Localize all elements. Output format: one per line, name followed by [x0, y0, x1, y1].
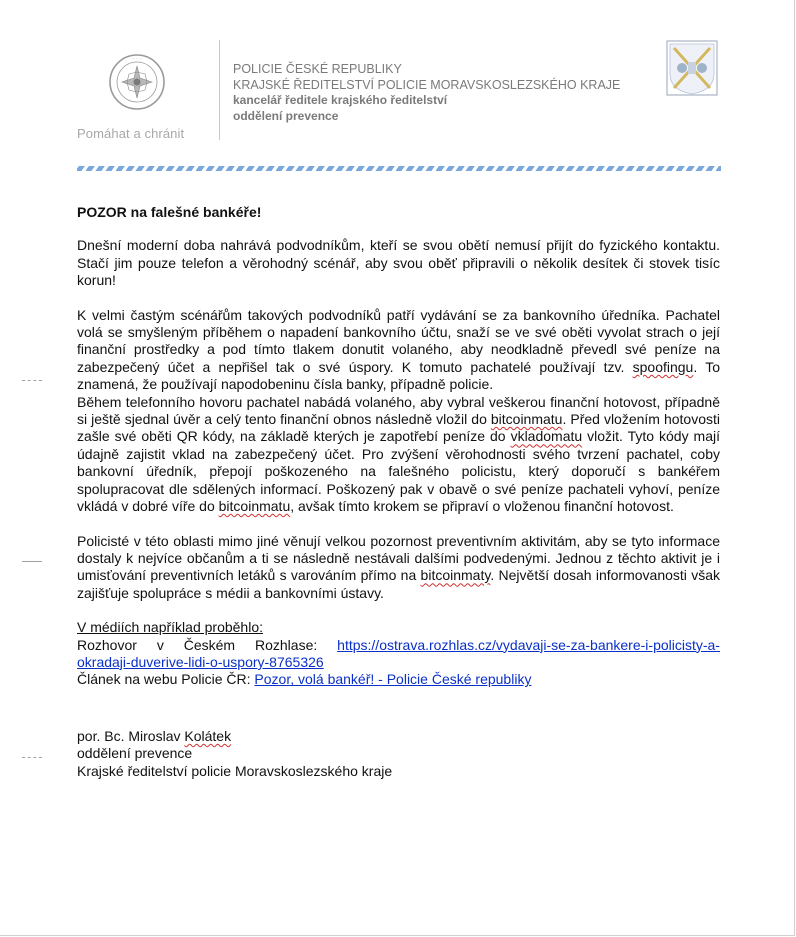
- paragraph-scenario: K velmi častým scénářům takových podvodníků patří vydávání se za bankovního úředníka. Pachatel volá se smyšleným příběhem o napadení bankovního účtu, snaží se ve své oběti vyvolat strach o její finanční prostředky a pod tímto tlakem donutit volaného, aby neodkladně převedl své peníze na zabezpečený účet a nepřišel tak o své úspory. K tomuto pachatelé používají tzv. spoofingu. To znamená, že používají napodobeninu čísla banky, případně policie. Během telefonního hovoru pachatel nabádá volaného, aby vybral veškerou finanční hotovost, případně si ještě sjednal úvěr a celý tento finanční obnos následně vložil do bitcoinmatu. Před vložením hotovosti zašle své oběti QR kódy, na základě kterých je zapotřebí peníze do vkladomatu vložit. Tyto kódy mají údajně zajistit vklad na zabezpečený účet. Pro zvýšení věrohodnosti svého tvrzení pachatel, coby bankovní úředník, přepojí poškozeného na falešného policistu, který doporučí s bankéřem spolupracovat dle sdělených informací. Poškozený pak v obavě o své peníze pachateli vyhoví, peníze vkládá v dobré víře do bitcoinmatu, avšak tímto krokem se připraví o vloženou finanční hotovost.: [77, 306, 721, 515]
- paragraph-intro: Dnešní moderní doba nahrává podvodníkům, kteří se svou obětí nemusí přijít do fyzického kontaktu. Stačí jim pouze telefon a věrohodný scénář, aby svou oběť připravili o několik desítek či stovek tisíc korun!: [77, 237, 720, 289]
- org-line-1: POLICIE ČESKÉ REPUBLIKY: [233, 62, 402, 76]
- spelling-flag-word: bitcoinmaty: [420, 567, 491, 584]
- web-article-link[interactable]: Pozor, volá bankéř! - Policie České republiky: [254, 671, 532, 688]
- org-line-3: kancelář ředitele krajského ředitelství: [233, 93, 448, 107]
- motto: Pomáhat a chránit: [77, 126, 185, 141]
- margin-mark-2: [22, 561, 42, 563]
- police-badge-logo: [107, 52, 167, 112]
- margin-mark-1: [22, 380, 42, 382]
- spelling-flag-word: bitcoinmatu: [218, 498, 291, 515]
- radio-interview-line: Rozhovor v Českém Rozhlase: https://ostrava.rozhlas.cz/vydavaji-se-za-bankere-i-policisty-a-: [77, 636, 720, 653]
- header-separator: [219, 40, 220, 140]
- header-decorative-band: [77, 163, 721, 173]
- paragraph-prevention: Policisté v této oblasti mimo jiné věnují velkou pozornost preventivním aktivitám, aby se tyto informace dostaly k nejvíce občanům a ti se následně nestávali dalšími podvedenými. Jednou z těchto aktivit je i umisťování preventivních letáků s varováním přímo na bitcoinmaty. Největší dosah informovanosti však zajišťuje spolupráce s médii a bankovními ústavy.: [77, 532, 720, 601]
- radio-interview-link-cont[interactable]: okradaji-duverive-lidi-o-uspory-8765326: [77, 653, 324, 670]
- spelling-flag-word: vkladomatu: [510, 428, 583, 445]
- web-article-line: Článek na webu Policie ČR: Pozor, volá bankéř! - Policie České republiky: [77, 671, 532, 688]
- signature-department: oddělení prevence: [77, 745, 193, 762]
- page-title: POZOR na falešné bankéře!: [77, 204, 262, 220]
- signature-office: Krajské ředitelství policie Moravskoslezského kraje: [77, 762, 393, 779]
- spelling-flag-word: bitcoinmatu: [490, 411, 563, 428]
- margin-mark-3: [22, 757, 42, 759]
- spelling-flag-word: spoofingu: [632, 358, 694, 375]
- organization-block: [233, 62, 620, 124]
- radio-interview-link[interactable]: https://ostrava.rozhlas.cz/vydavaji-se-za-bankere-i-policisty-a-: [337, 636, 720, 653]
- regional-coat-of-arms: [666, 40, 718, 96]
- document-body: [77, 204, 720, 780]
- media-heading: V médiích například proběhlo:: [77, 619, 263, 636]
- signature-name: por. Bc. Miroslav Kolátek: [77, 727, 232, 744]
- svg-text:· · ·: · · ·: [133, 56, 141, 63]
- org-line-2: KRAJSKÉ ŘEDITELSTVÍ POLICIE MORAVSKOSLEZSKÉHO KRAJE: [233, 77, 621, 92]
- org-line-4: oddělení prevence: [233, 108, 339, 123]
- spelling-flag-word: Kolátek: [184, 727, 232, 744]
